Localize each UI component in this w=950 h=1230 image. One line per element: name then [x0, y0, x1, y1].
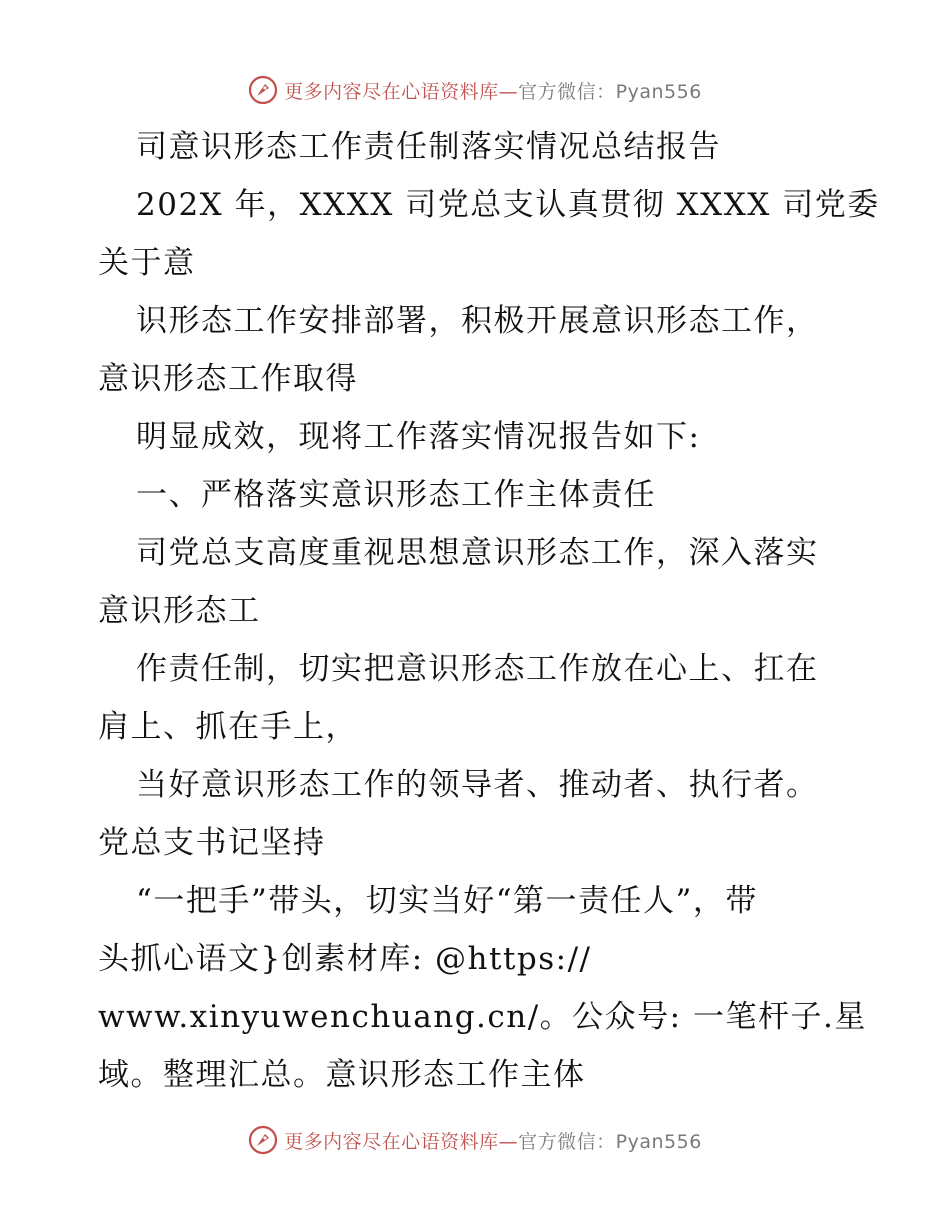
text-line: 党总支书记坚持 [98, 825, 326, 861]
text-line: 意识形态工 [98, 593, 261, 629]
text-line: 202X 年，XXXX 司党总支认真贯彻 XXXX 司党委 [136, 187, 880, 223]
text-line: 司党总支高度重视思想意识形态工作，深入落实 [136, 535, 819, 571]
text-line: 关于意 [98, 245, 196, 281]
text-line: 作责任制，切实把意识形态工作放在心上、扛在 [136, 651, 819, 687]
text-line: 头抓心语文}创素材库: @https:// [98, 941, 592, 977]
text-line: “一把手”带头，切实当好“第一责任人”，带 [136, 883, 758, 919]
banner-wechat: 官方微信：Pyan556 [518, 1130, 702, 1153]
text-line: 域。整理汇总。意识形态工作主体 [98, 1057, 586, 1093]
text-line: 一、严格落实意识形态工作主体责任 [136, 477, 656, 513]
text-line: 意识形态工作取得 [98, 361, 358, 397]
banner-wechat: 官方微信：Pyan556 [518, 80, 702, 103]
banner-text: 更多内容尽在心语资料库—官方微信：Pyan556 [284, 1130, 702, 1153]
footer-banner [0, 1120, 950, 1160]
text-line: 当好意识形态工作的领导者、推动者、执行者。 [136, 767, 819, 803]
pen-nib-logo-icon [248, 75, 278, 105]
text-line: 肩上、抓在手上， [98, 709, 358, 745]
document-body [98, 118, 880, 1104]
text-line: 明显成效，现将工作落实情况报告如下: [136, 419, 701, 455]
text-line: www.xinyuwenchuang.cn/。公众号: 一笔杆子.星 [98, 999, 867, 1035]
text-line: 司意识形态工作责任制落实情况总结报告 [136, 129, 721, 165]
pen-nib-logo-icon [248, 1125, 278, 1155]
banner-text: 更多内容尽在心语资料库—官方微信：Pyan556 [284, 80, 702, 103]
text-line: 识形态工作安排部署，积极开展意识形态工作， [136, 303, 819, 339]
header-banner [0, 70, 950, 110]
